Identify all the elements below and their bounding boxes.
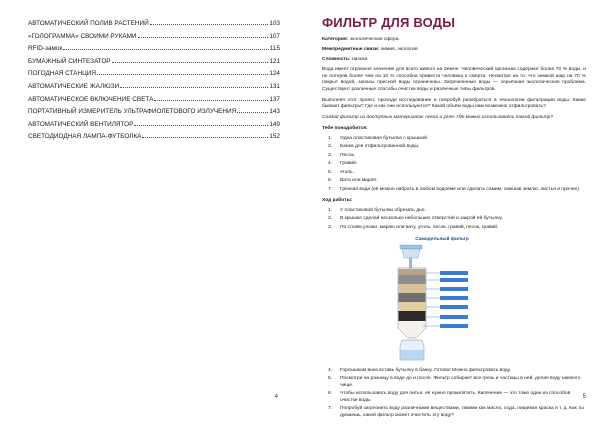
meta-difficulty-label: Сложность: (322, 56, 351, 62)
list-item (328, 178, 586, 185)
toc-entry-page: 152 (269, 133, 280, 141)
list-item-number: 6. (328, 391, 333, 397)
label-box-2 (440, 278, 468, 282)
label-box-4 (440, 296, 468, 300)
toc-leader-dots (154, 100, 268, 101)
article-title: ФИЛЬТР ДЛЯ ВОДЫ (322, 15, 456, 30)
list-item-number: 5. (328, 376, 333, 382)
bottle-cap-top (400, 245, 422, 249)
article (322, 14, 586, 421)
steps-list-a (328, 208, 586, 232)
list-item (328, 368, 586, 375)
list-item-number: 1. (328, 208, 333, 213)
toc-entry[interactable] (28, 119, 280, 132)
toc-entry-title: АВТОМАТИЧЕСКИЙ ПОЛИВ РАСТЕНИЙ (28, 20, 149, 27)
toc-entry-page: 115 (269, 45, 280, 53)
label-box-7 (440, 324, 468, 328)
toc-leader-dots (120, 87, 268, 88)
clean-water (401, 350, 424, 360)
toc-entry-title: ПОГОДНАЯ СТАНЦИЯ (28, 70, 96, 78)
toc-entry-title: АВТОМАТИЧЕСКОЕ ВКЛЮЧЕНИЕ СВЕТА (28, 95, 154, 103)
steps-list-b (328, 368, 586, 420)
layer-cotton (399, 321, 426, 337)
toc-entry[interactable] (28, 43, 280, 56)
list-item-text: Гравий. (340, 161, 358, 167)
list-item-number: 4. (328, 161, 333, 167)
question-paragraph: Создай фильтр из доступных материалов: песка и угля. Где можно использовать такой фильтр? (322, 114, 554, 120)
list-item (328, 153, 586, 160)
list-item-number: 2. (328, 144, 333, 150)
list-item (328, 187, 586, 194)
toc-leader-dots (63, 49, 269, 50)
list-item-text: Уголь. (340, 169, 354, 175)
layer-gravel-2 (399, 293, 426, 302)
label-box-5 (440, 305, 468, 309)
toc-entry-page: 121 (269, 57, 280, 65)
toc-entry-title: СВЕТОДИОДНАЯ ЛАМПА-ФУТБОЛКА (28, 133, 142, 141)
toc-entry-page: 137 (269, 95, 280, 103)
list-item-text: Одна пластиковая бутылка с крышкой. (340, 135, 429, 141)
toc-entry[interactable] (28, 81, 280, 94)
layer-dirty-water (399, 269, 426, 275)
toc-entry-page: 143 (269, 108, 280, 116)
materials-list (328, 136, 586, 194)
toc-entry[interactable] (28, 56, 280, 69)
list-item (328, 406, 586, 419)
list-item (328, 170, 586, 177)
list-item-number: 3. (328, 152, 333, 158)
list-item-number: 6. (328, 178, 333, 184)
list-item-text: Горлышком вниз вставь бутылку в банку. Готово! Можно фильтровать воду. (340, 367, 511, 373)
toc-entry[interactable] (28, 18, 280, 31)
label-box-3 (440, 287, 468, 291)
right-page (300, 0, 600, 424)
list-item-text: Попробуй загрязнить воду различными веществами, такими как масло, сода, пищевая краска и т. д. Как ты думаешь, какой фильтр может очистить эту воду? (340, 406, 584, 418)
table-of-contents (28, 18, 280, 144)
page-number-right: 5 (582, 394, 586, 400)
meta-category-value: экологическая сфера. (348, 37, 400, 42)
toc-entry-title: БУМАЖНЫЙ СИНТЕЗАТОР (28, 57, 111, 65)
filter-figure (382, 236, 502, 364)
layer-sand-1 (399, 284, 426, 293)
intro-paragraph: Вода имеет огромное значение для всего живого на Земле. Человеческий организм содержит более 70 % воды, и не потеряв более чем на 10 % способна привести человека к смерти. Несмотря на то, что земной шар на 70 % покрыт водой, запасы пресной воды ограничены. Загрязненные воды — серьёзная экологическая проблема. Существуют различные способы очистки воды и различные типы фильтров. (322, 67, 586, 92)
layer-sand-2 (399, 302, 426, 311)
toc-entry-page: 124 (269, 70, 280, 78)
toc-entry-title: АВТОМАТИЧЕСКИЙ ВЕНТИЛЯТОР (28, 120, 134, 128)
toc-leader-dots (237, 112, 268, 113)
layer-labels (440, 271, 468, 328)
list-item (328, 216, 586, 223)
label-box-6 (440, 315, 468, 319)
list-item-text: Грязная вода (её можно набрать в любом водоёме или сделать самим, смешав землю, листья и прочее). (340, 186, 581, 192)
list-item-number: 1. (328, 135, 333, 141)
meta-difficulty-value: низкая. (350, 56, 369, 62)
toc-leader-dots (142, 137, 268, 138)
list-item-text: В крышке сделай несколько небольших отверстий и закрой ей бутылку. (340, 216, 503, 222)
toc-entry-page: 107 (269, 32, 280, 40)
bottle-neck-top (402, 249, 420, 258)
meta-interdisciplinary-label: Межпредметные связи: (322, 46, 380, 52)
toc-entry[interactable] (28, 131, 280, 144)
list-item-text: По слоям уложи: марлю или вату, уголь, песок, гравий, песок, гравий. (340, 224, 499, 230)
toc-entry-page: 103 (269, 20, 280, 27)
list-item (328, 225, 586, 232)
toc-leader-dots (112, 62, 269, 63)
meta-difficulty (322, 57, 586, 64)
list-item-number: 4. (328, 367, 333, 373)
list-item-text: Посмотри на разницу в воде до и после. Фильтр собирает все грязь и частицы в ней, делая воду намного чище. (340, 376, 581, 388)
list-item-number: 7. (328, 406, 333, 412)
steps-heading: Ход работы: (322, 198, 353, 204)
toc-entry[interactable] (28, 94, 280, 107)
layer-charcoal (399, 311, 426, 321)
label-box-1 (440, 271, 468, 275)
toc-entry-title: RFID-замок (28, 45, 63, 53)
list-item-text: Вата или марля. (340, 178, 378, 184)
list-item (328, 144, 586, 151)
toc-entry-page: 131 (269, 82, 280, 90)
water-stream (409, 258, 412, 268)
list-item-number: 7. (328, 186, 333, 192)
page-number-left: 4 (274, 394, 278, 400)
figure-title: Самодельный фильтр (415, 236, 469, 242)
toc-leader-dots (150, 24, 269, 25)
list-item (328, 161, 586, 168)
toc-entry-title: АВТОМАТИЧЕСКИЕ ЖАЛЮЗИ (28, 82, 120, 90)
task-paragraph: Выполняя этот проект, проходи исследование и попробуй разобраться в технологии фильтрации воды. Какие бывают фильтры? Где и как они используются? Какой объём воды нам возможно отфильтровать? (322, 97, 586, 110)
toc-entry-title: ПОРТАТИВНЫЙ ИЗМЕРИТЕЛЬ УЛЬТРАФИОЛЕТОВОГО ИЗЛУЧЕНИЯ (28, 108, 237, 116)
toc-entry[interactable] (28, 31, 280, 44)
list-item-text: У пластиковой бутылки обрезать дно. (340, 208, 426, 213)
list-item-number: 2. (328, 216, 333, 222)
toc-entry[interactable] (28, 106, 280, 119)
list-item (328, 391, 586, 404)
toc-entry-page: 149 (269, 120, 280, 128)
toc-leader-dots (138, 37, 269, 38)
meta-interdisciplinary-value: химия, экология. (379, 46, 419, 52)
filter-diagram (382, 236, 502, 364)
layer-gravel-1 (399, 275, 426, 284)
materials-heading: Тебе понадобится: (322, 126, 368, 132)
list-item (328, 136, 586, 143)
meta-interdisciplinary (322, 47, 586, 54)
list-item-text: Чтобы использовать воду для питья, её нужно прокипятить. Кипячение — это тоже один из способов очистки воды. (340, 391, 571, 403)
toc-entry-title: «ГОЛОГРАММА» СВОИМИ РУКАМИ (28, 32, 137, 40)
list-item-number: 3. (328, 224, 333, 230)
meta-category (322, 37, 586, 44)
list-item-text: Песок. (340, 152, 355, 158)
list-item-text: Банка для отфильтрованной воды. (340, 144, 420, 150)
list-item (328, 376, 586, 389)
toc-entry[interactable] (28, 68, 280, 81)
toc-leader-dots (97, 74, 268, 75)
list-item-number: 5. (328, 169, 333, 175)
toc-leader-dots (134, 125, 268, 126)
meta-category-label: Категория: (322, 37, 349, 42)
list-item (328, 208, 586, 215)
